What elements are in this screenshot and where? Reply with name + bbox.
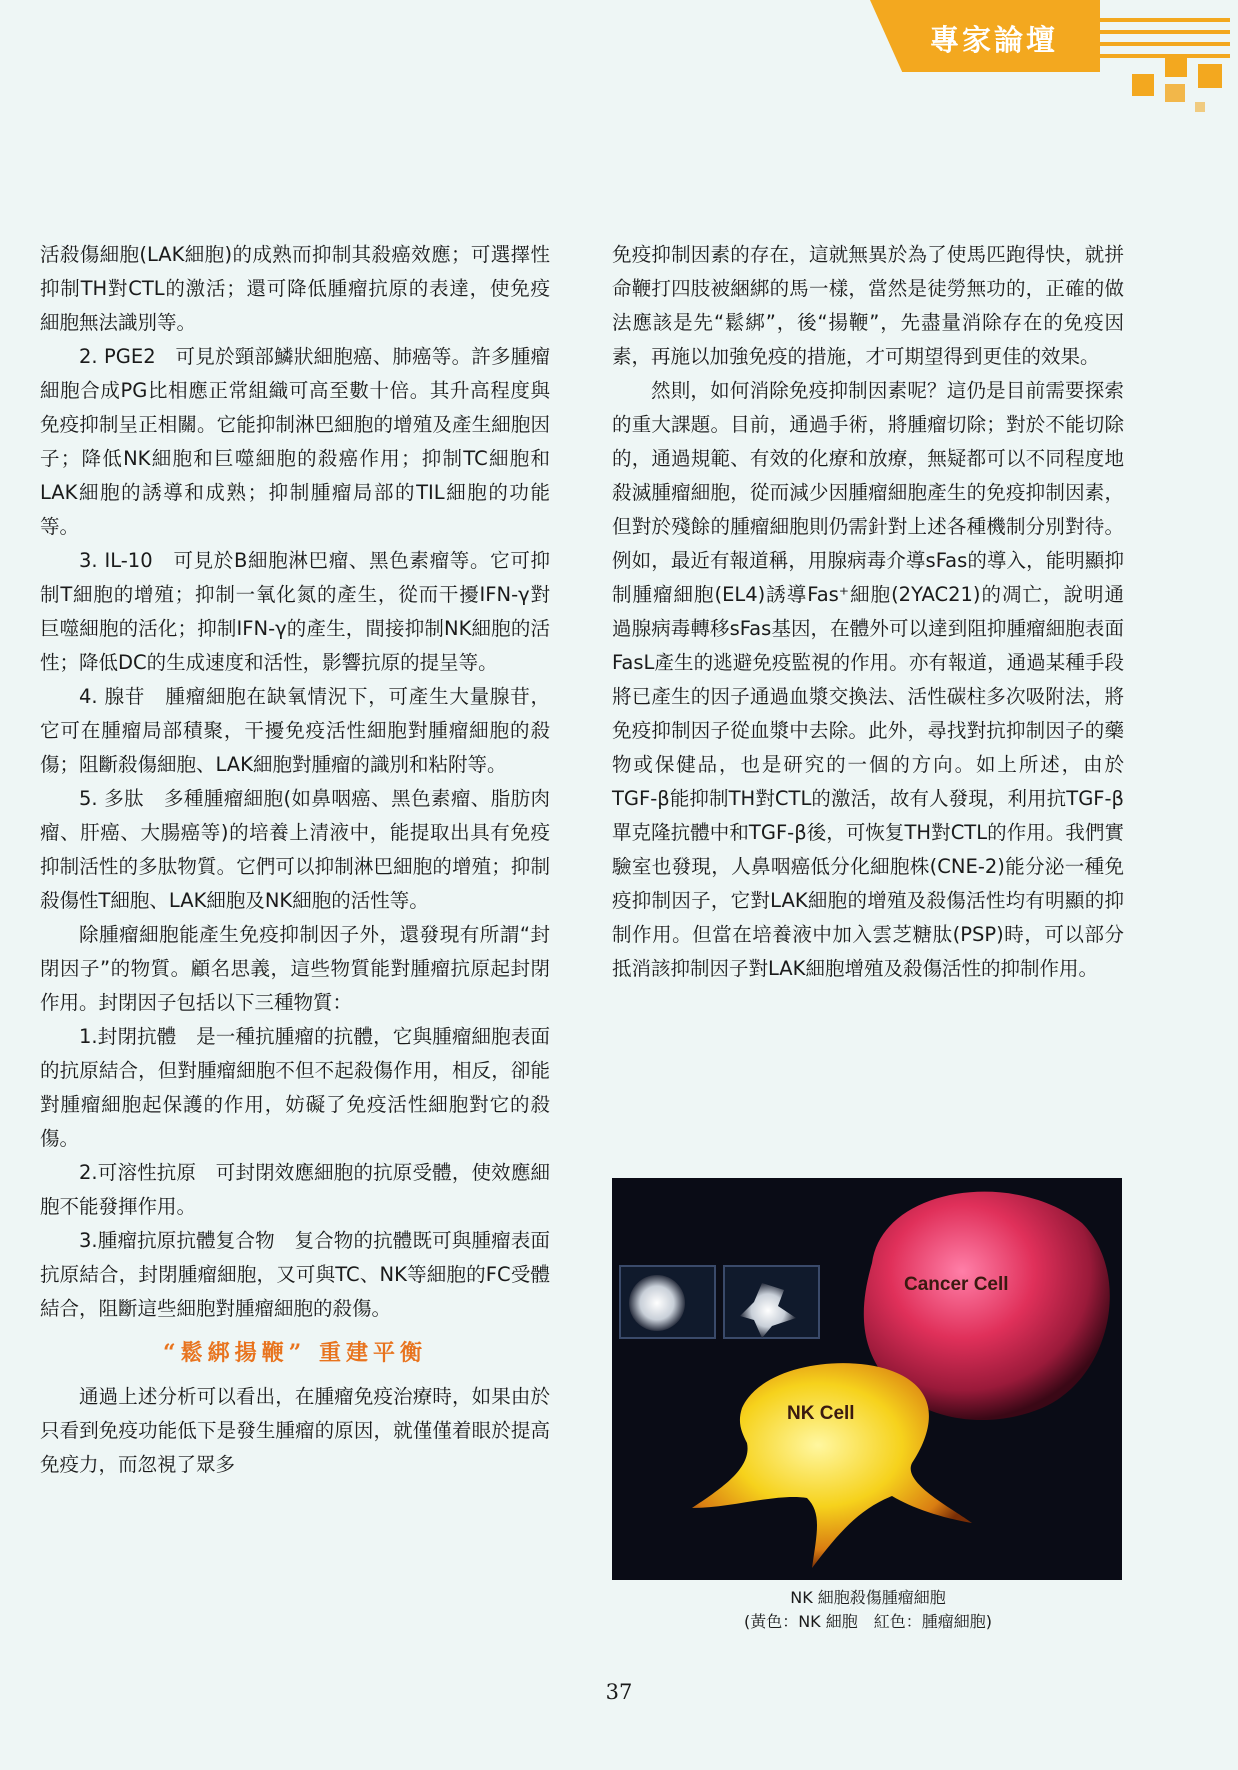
nk-cell-label: NK Cell [787, 1403, 855, 1424]
caption-legend: (黃色：NK 細胞 紅色：腫瘤細胞) [743, 1612, 993, 1631]
decorative-square [1165, 84, 1185, 102]
page-number: 37 [605, 1680, 633, 1704]
paragraph: 然則，如何消除免疫抑制因素呢？這仍是目前需要探索的重大課題。目前，通過手術，將腫瘤切除；對於不能切除的，通過規範、有效的化療和放療，無疑都可以不同程度地殺滅腫瘤細胞，從而減少因腫瘤細胞產生的免疫抑制因素，但對於殘餘的腫瘤細胞則仍需針對上述各種機制分別對待。例如，最近有報道稱，用腺病毒介導sFas的導入，能明顯抑制腫瘤細胞(EL4)誘導Fas⁺細胞(2YAC21)的凋亡，說明通過腺病毒轉移sFas基因，在體外可以達到阻抑腫瘤細胞表面FasL產生的逃避免疫監視的作用。亦有報道，通過某種手段將已產生的因子通過血漿交換法、活性碳柱多次吸附法，將免疫抑制因子從血漿中去除。此外，尋找對抗抑制因子的藥物或保健品，也是研究的一個的方向。如上所述，由於TGF-β能抑制TH對CTL的激活，故有人發現，利用抗TGF-β單克隆抗體中和TGF-β後，可恢复TH對CTL的作用。我們實驗室也發現，人鼻咽癌低分化細胞株(CNE-2)能分泌一種免疫抑制因子，它對LAK細胞的增殖及殺傷活性均有明顯的抑制作用。但當在培養液中加入雲芝糖肽(PSP)時，可以部分抵消該抑制因子對LAK細胞增殖及殺傷活性的抑制作用。 [612, 379, 1124, 980]
paragraph: 3.腫瘤抗原抗體复合物 复合物的抗體既可與腫瘤表面抗原結合，封閉腫瘤細胞，又可與TC、NK等細胞的FC受體結合，阻斷這些細胞對腫瘤細胞的殺傷。 [40, 1229, 550, 1320]
paragraph: 5. 多肽 多種腫瘤細胞(如鼻咽癌、黑色素瘤、脂肪肉瘤、肝癌、大腸癌等)的培養上清液中，能提取出具有免疫抑制活性的多肽物質。它們可以抑制淋巴細胞的增殖；抑制殺傷性T細胞、LAK細胞及NK細胞的活性等。 [40, 787, 550, 912]
right-column [612, 238, 1124, 986]
paragraph: 4. 腺苷 腫瘤細胞在缺氧情況下，可產生大量腺苷，它可在腫瘤局部積聚，干擾免疫活性細胞對腫瘤細胞的殺傷；阻斷殺傷細胞、LAK細胞對腫瘤的識別和粘附等。 [40, 685, 550, 776]
header-rule [1095, 30, 1230, 34]
paragraph: 2. PGE2 可見於頸部鱗狀細胞癌、肺癌等。許多腫瘤細胞合成PG比相應正常組織可高至數十倍。其升高程度與免疫抑制呈正相關。它能抑制淋巴細胞的增殖及產生細胞因子；降低NK細胞和巨噬細胞的殺癌作用；抑制TC細胞和LAK細胞的誘導和成熟；抑制腫瘤局部的TIL細胞的功能等。 [40, 345, 550, 538]
caption-title: NK 細胞殺傷腫瘤細胞 [790, 1588, 946, 1607]
paragraph: 通過上述分析可以看出，在腫瘤免疫治療時，如果由於只看到免疫功能低下是發生腫瘤的原因，就僅僅着眼於提高免疫力，而忽視了眾多 [40, 1385, 550, 1476]
decorative-square [1195, 102, 1205, 112]
paragraph: 3. IL-10 可見於B細胞淋巴瘤、黑色素瘤等。它可抑制T細胞的增殖；抑制一氧化氮的產生，從而干擾IFN-γ對巨噬細胞的活化；抑制IFN-γ的產生，間接抑制NK細胞的活性；降低DC的生成速度和活性，影響抗原的提呈等。 [40, 549, 550, 674]
left-column [40, 238, 550, 1482]
section-title: 專家論壇 [930, 23, 1059, 57]
header-rule [1095, 54, 1230, 58]
decorative-square [1165, 55, 1187, 77]
decorative-square [1132, 74, 1154, 96]
paragraph: 除腫瘤細胞能產生免疫抑制因子外，還發現有所謂“封閉因子”的物質。顧名思義，這些物質能對腫瘤抗原起封閉作用。封閉因子包括以下三種物質： [40, 923, 550, 1014]
figure-illustration [612, 1178, 1122, 1580]
header-rule [1095, 18, 1230, 22]
paragraph: 活殺傷細胞(LAK細胞)的成熟而抑制其殺癌效應；可選擇性抑制TH對CTL的激活；還可降低腫瘤抗原的表達，使免疫細胞無法識別等。 [40, 243, 550, 334]
section-subheading: “鬆綁揚鞭” 重建平衡 [163, 1340, 427, 1366]
paragraph: 1.封閉抗體 是一種抗腫瘤的抗體，它與腫瘤細胞表面的抗原結合，但對腫瘤細胞不但不起殺傷作用，相反，卻能對腫瘤細胞起保護的作用，妨礙了免疫活性細胞對它的殺傷。 [40, 1025, 550, 1150]
header-rule [1095, 42, 1230, 46]
cancer-cell-label: Cancer Cell [904, 1274, 1009, 1295]
figure-caption [612, 1586, 1124, 1634]
paragraph: 免疫抑制因素的存在，這就無異於為了使馬匹跑得快，就拼命鞭打四肢被綑綁的馬一樣，當然是徒勞無功的，正確的做法應該是先“鬆綁”，後“揚鞭”，先盡量消除存在的免疫因素，再施以加強免疫的措施，才可期望得到更佳的效果。 [612, 243, 1124, 368]
nk-cell-figure [612, 1178, 1122, 1580]
decorative-square [1198, 64, 1222, 88]
paragraph: 2.可溶性抗原 可封閉效應細胞的抗原受體，使效應細胞不能發揮作用。 [40, 1161, 550, 1218]
